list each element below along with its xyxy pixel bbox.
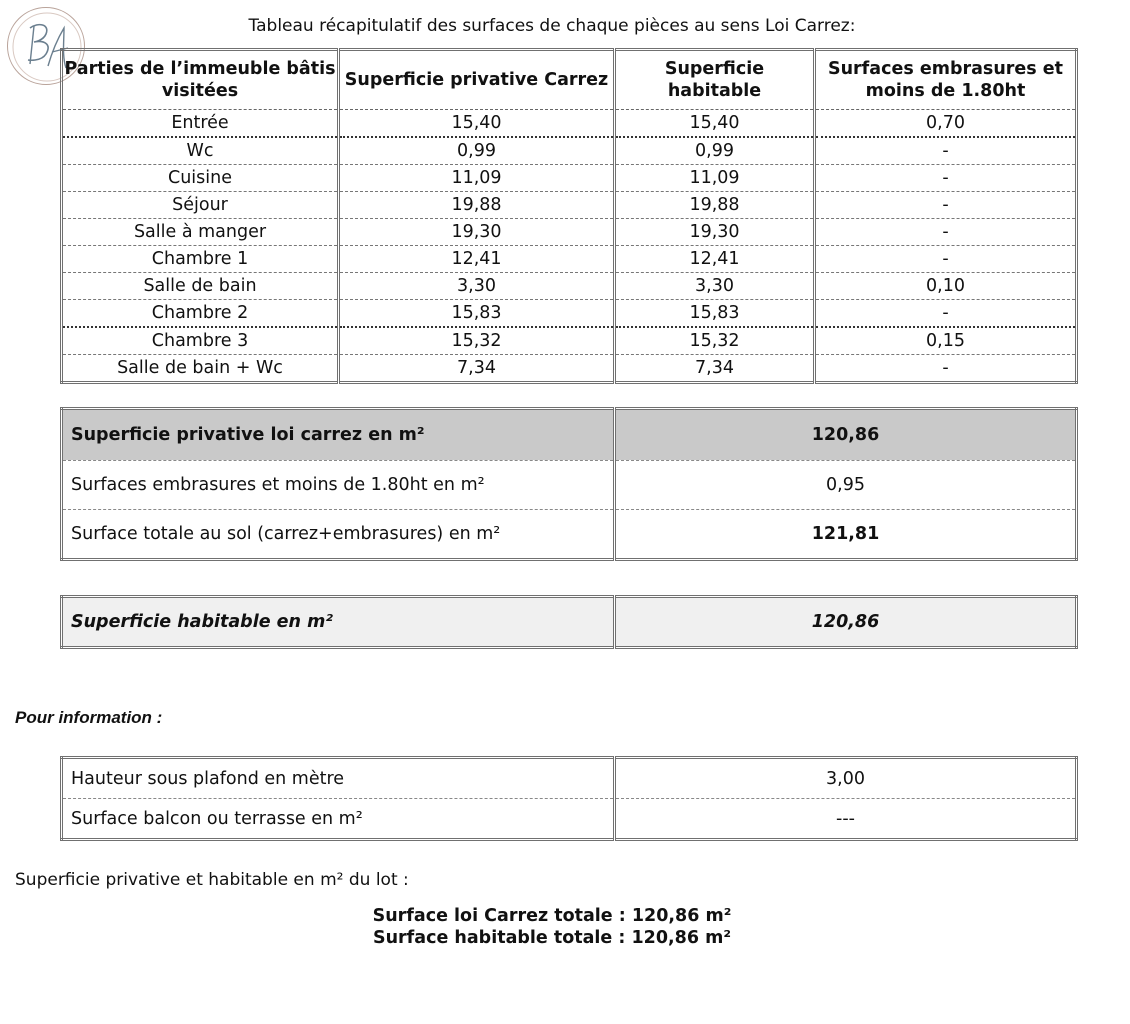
header-embrasures: Surfaces embrasures et moins de 1.80ht [815, 50, 1077, 110]
room-embrasures: 0,70 [815, 110, 1077, 138]
room-habitable: 7,34 [615, 355, 815, 383]
room-embrasures: - [815, 192, 1077, 219]
room-carrez: 11,09 [339, 165, 615, 192]
room-name: Salle à manger [62, 219, 339, 246]
room-embrasures: - [815, 355, 1077, 383]
room-carrez: 15,83 [339, 300, 615, 328]
room-carrez: 15,32 [339, 327, 615, 355]
table-row [62, 327, 1077, 355]
habitable-value: 120,86 [615, 597, 1077, 648]
room-habitable: 12,41 [615, 246, 815, 273]
table-row [62, 355, 1077, 383]
room-name: Salle de bain + Wc [117, 358, 283, 378]
ceiling-label: Hauteur sous plafond en mètre [62, 758, 615, 799]
room-embrasures: - [815, 137, 1077, 165]
room-name: Entrée [62, 110, 339, 138]
balcony-label: Surface balcon ou terrasse en m² [71, 808, 363, 829]
room-habitable: 15,32 [615, 327, 815, 355]
room-habitable: 15,40 [615, 110, 815, 138]
table-row [62, 165, 1077, 192]
lot-totals [0, 905, 1104, 949]
table-row [62, 300, 1077, 328]
room-carrez: 7,34 [339, 355, 615, 383]
summary-table [60, 407, 1078, 561]
habitable-label: Superficie habitable en m² [62, 597, 615, 648]
summary-floor-row [62, 510, 1077, 560]
room-habitable: 19,88 [615, 192, 815, 219]
habitable-table [60, 595, 1078, 649]
room-embrasures: - [815, 300, 1077, 328]
room-habitable: 11,09 [615, 165, 815, 192]
room-habitable: 15,83 [615, 300, 815, 328]
header-pieces: Parties de l’immeuble bâtis visitées [62, 50, 339, 110]
room-carrez: 19,30 [339, 219, 615, 246]
header-habitable: Superficie habitable [615, 50, 815, 110]
room-embrasures: - [815, 219, 1077, 246]
summary-embrasures-row [62, 461, 1077, 510]
header-carrez: Superficie privative Carrez [339, 50, 615, 110]
table-row [62, 192, 1077, 219]
room-embrasures: 0,15 [815, 327, 1077, 355]
floor-total-value: 121,81 [615, 510, 1077, 560]
page-title: Tableau récapitulatif des surfaces de chaque pièces au sens Loi Carrez: [248, 16, 856, 36]
room-carrez: 3,30 [339, 273, 615, 300]
summary-carrez-row [62, 409, 1077, 461]
room-carrez: 12,41 [339, 246, 615, 273]
habitable-row [62, 597, 1077, 648]
info-heading: Pour information : [15, 708, 163, 727]
balcony-row [62, 799, 1077, 840]
carrez-grand-total: Surface loi Carrez totale : 120,86 m² [372, 906, 732, 926]
room-embrasures: - [815, 165, 1077, 192]
room-name: Chambre 1 [62, 246, 339, 273]
balcony-value: --- [615, 799, 1077, 840]
table-row [62, 110, 1077, 138]
room-name: Chambre 2 [62, 300, 339, 328]
lot-label: Superficie privative et habitable en m² du lot : [15, 870, 409, 890]
habitable-grand-total: Surface habitable totale : 120,86 m² [372, 928, 732, 948]
room-name: Séjour [62, 192, 339, 219]
floor-total-label: Surface totale au sol (carrez+embrasures) en m² [71, 524, 501, 544]
room-name: Cuisine [62, 165, 339, 192]
table-row [62, 273, 1077, 300]
table-row [62, 246, 1077, 273]
info-table [60, 756, 1078, 841]
room-habitable: 19,30 [615, 219, 815, 246]
embrasures-total-label: Surfaces embrasures et moins de 1.80ht en m² [62, 461, 615, 510]
table-row [62, 137, 1077, 165]
room-embrasures: - [815, 246, 1077, 273]
room-habitable: 3,30 [615, 273, 815, 300]
ceiling-row [62, 758, 1077, 799]
carrez-total-label: Superficie privative loi carrez en m² [62, 409, 615, 461]
table-row [62, 219, 1077, 246]
room-name: Salle de bain [62, 273, 339, 300]
embrasures-total-value: 0,95 [615, 461, 1077, 510]
room-carrez: 19,88 [339, 192, 615, 219]
rooms-table-header [62, 50, 1077, 110]
room-name: Chambre 3 [62, 327, 339, 355]
room-name: Wc [62, 137, 339, 165]
room-carrez: 15,40 [339, 110, 615, 138]
room-embrasures: 0,10 [815, 273, 1077, 300]
carrez-total-value: 120,86 [615, 409, 1077, 461]
room-habitable: 0,99 [615, 137, 815, 165]
room-carrez: 0,99 [339, 137, 615, 165]
ceiling-value: 3,00 [615, 758, 1077, 799]
rooms-table [60, 48, 1078, 384]
